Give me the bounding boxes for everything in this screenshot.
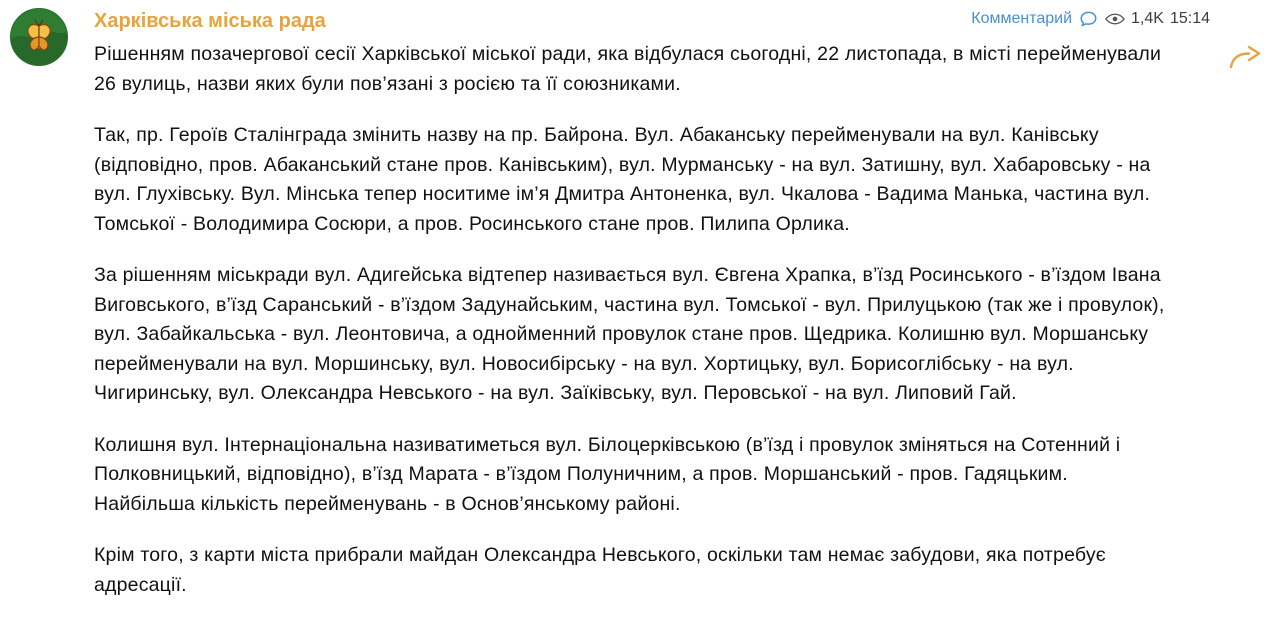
share-arrow-icon[interactable] xyxy=(1228,44,1262,72)
view-count xyxy=(1105,8,1210,30)
views-count-text: 1,4K xyxy=(1131,10,1164,27)
post-paragraph: Рішенням позачергової сесії Харківської міської ради, яка відбулася сьогодні, 22 листопада, в місті перейменували 26 вулиць, назви яких були пов’язані з росією та її союзниками. xyxy=(94,43,1162,95)
post-paragraph: Колишня вул. Інтернаціональна називатиметься вул. Білоцерківською (в’їзд і провулок зміняться на Сотенний і Полковницький, відповідно), в’їзд Марата - в’їздом Полуничним, а пров. Моршанський - пров. Гадяцьким. Найбільша кількість перейменувань - в Основ’янському районі. xyxy=(94,433,1121,515)
channel-name[interactable]: Харківська міська рада xyxy=(94,10,326,32)
post-meta xyxy=(971,8,1210,30)
post-paragraph: Крім того, з карти міста прибрали майдан Олександра Невського, оскільки там немає забудови, яка потребує адресації. xyxy=(94,544,1106,596)
post-paragraph: Так, пр. Героїв Сталінграда змінить назву на пр. Байрона. Вул. Абаканську перейменували на вул. Канівську (відповідно, пров. Абаканський стане пров. Канівським), вул. Мурманську - на вул. Затишну, вул. Хабаровську - на вул. Глухівську. Вул. Мінська тепер носитиме ім’я Дмитра Антоненка, вул. Чкалова - Вадима Манька, частина вул. Томської - Володимира Сосюри, а пров. Росинського стане пров. Пилипа Орлика. xyxy=(94,124,1151,235)
eye-icon xyxy=(1105,12,1125,26)
post-paragraph: За рішенням міськради вул. Адигейська відтепер називається вул. Євгена Храпка, в’їзд Росинського - в’їздом Івана Виговського, в’їзд Саранський - в’їздом Задунайським, частина вул. Томської - вул. Прилуцькою (так же і провулок), вул. Забайкальська - вул. Леонтовича, а однойменний провулок стане пров. Щедрика. Колишню вул. Моршанську перейменували на вул. Моршинську, вул. Новосибірську - на вул. Хортицьку, вул. Борисоглібську - на вул. Чигиринську, вул. Олександра Невського - на вул. Заїківську, вул. Перовської - на вул. Липовий Гай. xyxy=(94,264,1165,404)
comment-label[interactable]: Комментарий xyxy=(971,10,1073,27)
avatar[interactable] xyxy=(10,8,68,66)
post-time: 15:14 xyxy=(1169,10,1210,27)
post-body xyxy=(94,40,1170,600)
comment-bubble-icon[interactable] xyxy=(1079,10,1098,29)
